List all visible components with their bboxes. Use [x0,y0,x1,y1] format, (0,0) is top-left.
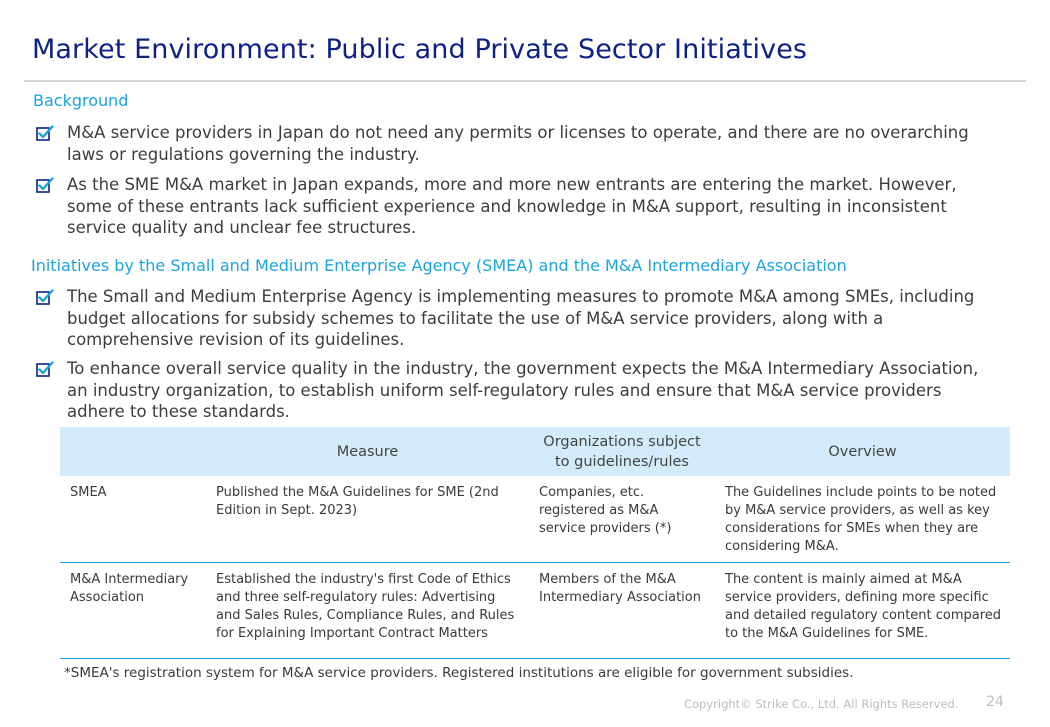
checkbox-check-icon [36,174,67,239]
bullet-item [36,122,998,165]
table-cell: The Guidelines include points to be noted by M&A service providers, as well as key considerations for SMEs when they are considering M&A. [715,476,1010,563]
table-row [60,563,1010,659]
checkbox-check-icon [36,122,67,165]
title-divider [24,80,1026,82]
table-cell: Published the M&A Guidelines for SME (2nd Edition in Sept. 2023) [206,476,529,563]
table-header-cell: Measure [206,427,529,476]
bullet-item [36,174,998,239]
initiatives-table [60,427,1010,659]
bullet-item [36,358,998,423]
table-header-cell: Overview [715,427,1010,476]
page-number: 24 [986,694,1004,710]
checkbox-check-icon [36,358,67,423]
table-footnote: *SMEA's registration system for M&A service providers. Registered institutions are eligible for government subsidies. [64,665,854,681]
section-heading-initiatives: Initiatives by the Small and Medium Enterprise Agency (SMEA) and the M&A Intermediary Association [31,256,847,275]
table-header-cell [60,427,206,476]
table-cell: SMEA [60,476,206,563]
table-header-cell: Organizations subject to guidelines/rules [529,427,715,476]
table-cell: Members of the M&A Intermediary Association [529,563,715,659]
table-cell: The content is mainly aimed at M&A service providers, defining more specific and detailed regulatory content compared to the M&A Guidelines for SME. [715,563,1010,659]
bullet-text: M&A service providers in Japan do not need any permits or licenses to operate, and there are no overarching laws or regulations governing the industry. [67,123,969,164]
table-cell: Established the industry's first Code of Ethics and three self-regulatory rules: Advertising and Sales Rules, Compliance Rules, and Rules for Explaining Important Contract Matters [206,563,529,659]
table-cell: M&A Intermediary Association [60,563,206,659]
section-heading-background: Background [33,91,129,110]
checkbox-check-icon [36,286,67,351]
bullet-item [36,286,998,351]
bullet-text: The Small and Medium Enterprise Agency is implementing measures to promote M&A among SMEs, including budget allocations for subsidy schemes to facilitate the use of M&A service providers, along with a comprehensive revision of its guidelines. [67,287,975,349]
bullet-text: As the SME M&A market in Japan expands, more and more new entrants are entering the market. However, some of these entrants lack sufficient experience and knowledge in M&A support, resulting in inconsistent service quality and unclear fee structures. [67,175,957,237]
table-row [60,476,1010,563]
table-cell: Companies, etc. registered as M&A service providers (*) [529,476,715,563]
table-header-row [60,427,1010,476]
bullet-text: To enhance overall service quality in the industry, the government expects the M&A Intermediary Association, an industry organization, to establish uniform self-regulatory rules and ensure that M&A service providers adhere to these standards. [67,359,979,421]
copyright-text: Copyright© Strike Co., Ltd. All Rights Reserved. [684,697,959,711]
page-title: Market Environment: Public and Private Sector Initiatives [32,34,808,65]
